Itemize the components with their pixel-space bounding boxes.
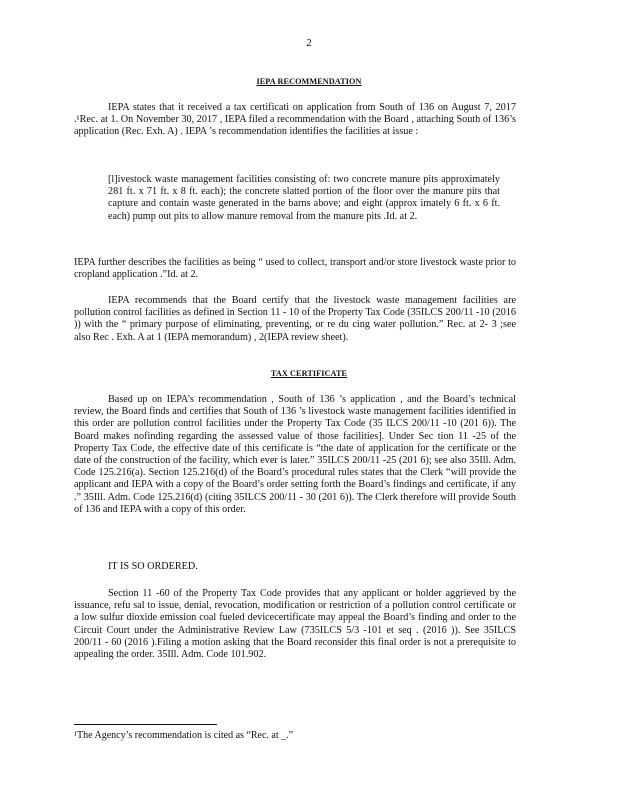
- footnote-divider: [74, 724, 217, 725]
- page-number: 2: [306, 37, 312, 49]
- paragraph-appeal-rights: Section 11 -60 of the Property Tax Code provides that any applicant or holder aggrieved by the issuance, refu sal to issue, denial, revocation, modification or restriction of a pollution control certificate or a low sulfur dioxide emission coal fueled devicecertificate may appeal the Board’s finding and order to the Circuit Court under the Administrative Review Law (735ILCS 5/3 -101 et seq . (2016 )). See 35ILCS 200/11 - 60 (2016 ).Filing a motion asking that the Board reconsider this final order is not a prerequisite to appealing the order. 35Ill. Adm. Code 101.902.: [74, 588, 516, 661]
- paragraph-board-findings: Based up on IEPA’s recommendation , South of 136 ’s application , and the Board’s technical review, the Board finds and certifies that South of 136 ’s livestock waste management facilities identified in this order are pollution control facilities under the Property Tax Code (35 ILCS 200/11 -10 (201 6)). The Board makes nofinding regarding the assessed value of those facilities]. Under Sec tion 11 -25 of the Property Tax Code, the effective date of this certificate is “the date of application for the certificate or the date of the construction of the facility, which ever is later.” 35ILCS 200/11 -25 (201 6); see also 35Ill. Adm. Code 125.216(a). Section 125.216(d) of the Board’s procedural rules states that the Clerk “will provide the applicant and IEPA with a copy of the Board’s order setting forth the Board’s findings and certificate, if any .” 35Ill. Adm. Code 125.216(d) (citing 35ILCS 200/11 - 30 (201 6)). The Clerk therefore will provide South of 136 and IEPA with a copy of this order.: [74, 394, 516, 515]
- footnote: ¹The Agency’s recommendation is cited as “Rec. at _.”: [74, 730, 294, 741]
- heading-tax-certificate: TAX CERTIFICATE: [270, 369, 348, 378]
- paragraph-iepa-recommends: IEPA recommends that the Board certify that the livestock waste management facilities are pollution control facilities as defined in Section 11 - 10 of the Property Tax Code (35ILCS 200/11 -10 (2016 )) with the “ primary purpose of eliminating, preventing, or re du cing water pollution.” Rec. at 2- 3 ;see also Rec . Exh. A at 1 (IEPA memorandum) , 2(IEPA review sheet).: [74, 295, 516, 343]
- paragraph-iepa-describes: IEPA further describes the facilities as being “ used to collect, transport and/or store livestock waste prior to cropland application .”Id. at 2.: [74, 257, 516, 281]
- paragraph-iepa-statement: IEPA states that it received a tax certificati on application from South of 136 on August 7, 2017 .¹Rec. at 1. On November 30, 2017 , IEPA filed a recommendation with the Board , attaching South of 136’s application (Rec. Exh. A) . IEPA ’s recommendation identifies the facilities at issue :: [74, 102, 516, 138]
- ordered-statement: IT IS SO ORDERED.: [108, 561, 198, 572]
- block-quote-facilities: [l]ivestock waste management facilities consisting of: two concrete manure pits approximately 281 ft. x 71 ft. x 8 ft. each); the concrete slatted portion of the floor over the manure pits that capture and contain waste generated in the barns above; and eight (approx imately 6 ft. x 6 ft. each) pump out pits to allow manure removal from the manure pits .Id. at 2.: [108, 174, 500, 222]
- heading-iepa-recommendation: IEPA RECOMMENDATION: [256, 77, 362, 86]
